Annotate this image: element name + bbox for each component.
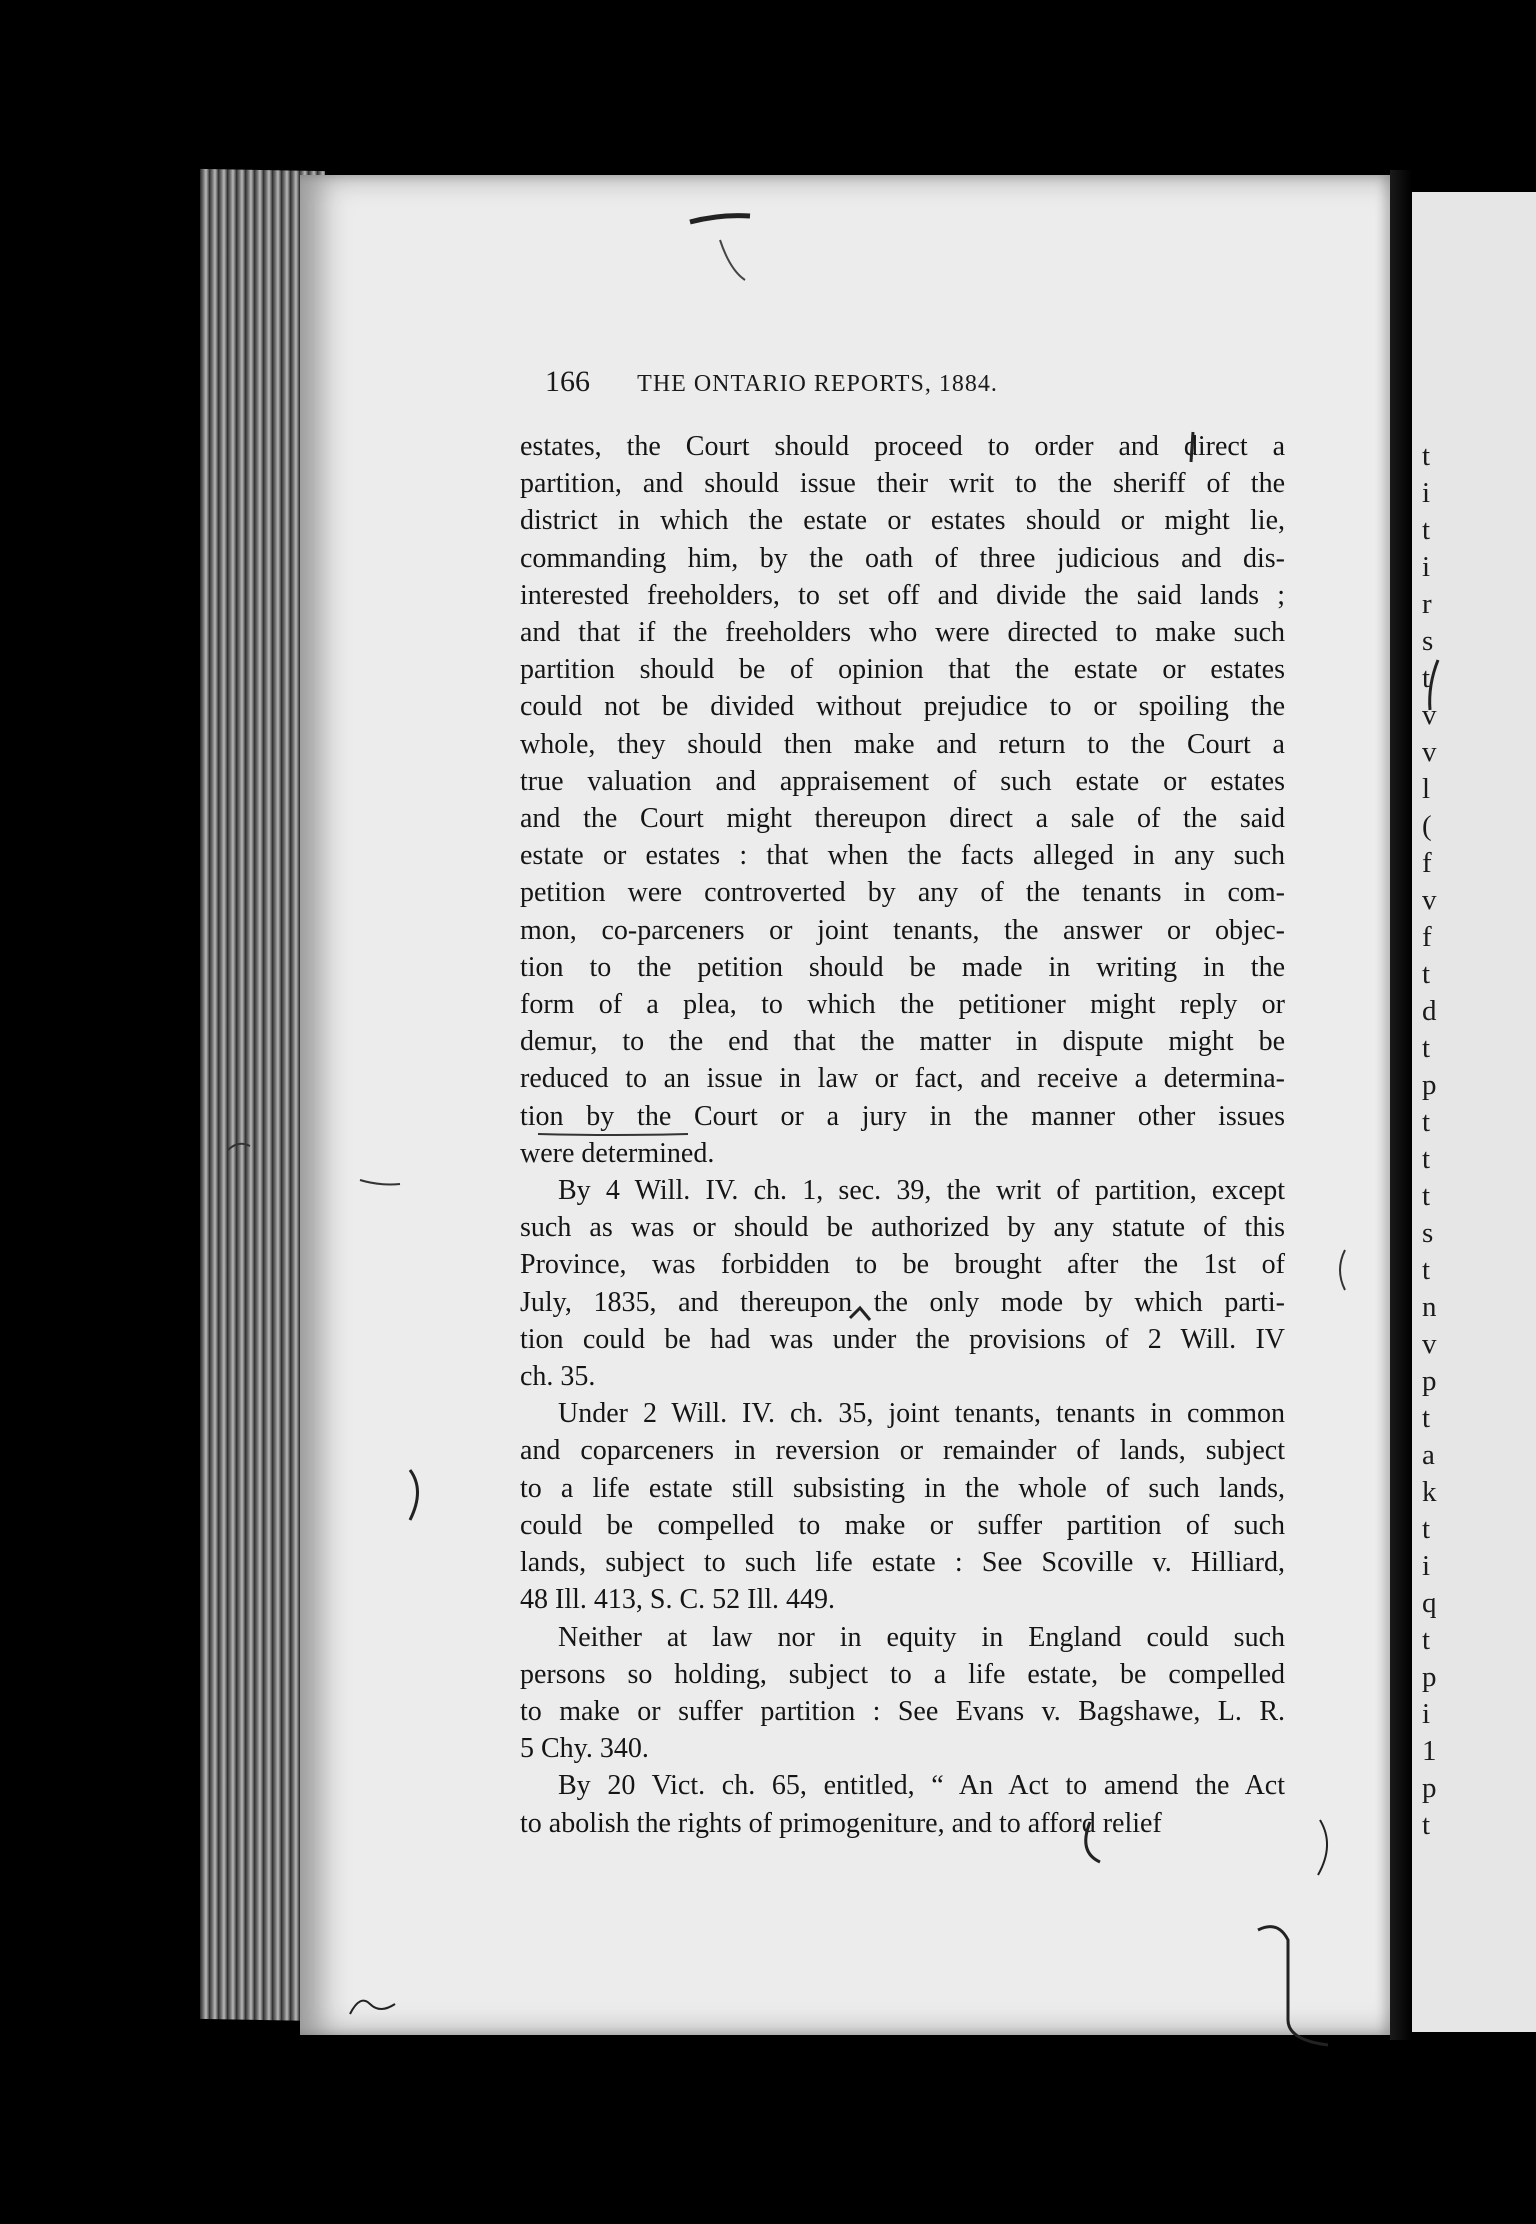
lower-paren-mark: [1318, 1820, 1327, 1875]
text-line: Under 2 Will. IV. ch. 35, joint tenants, tenants in common: [558, 1398, 1285, 1430]
facing-page-letter: n: [1422, 1291, 1437, 1323]
text-line: to a life estate still subsisting in the whole of such lands,: [520, 1472, 1285, 1504]
text-line: true valuation and appraisement of such estate or estates: [520, 765, 1285, 797]
facing-page-letter: p: [1422, 1772, 1437, 1804]
facing-page-letter: f: [1422, 847, 1432, 879]
text-line: demur, to the end that the matter in dispute might be: [520, 1026, 1285, 1058]
facing-page-letter: t: [1422, 1809, 1431, 1841]
facing-page-letter: t: [1422, 1143, 1431, 1175]
text-line: to make or suffer partition : See Evans v. Bagshawe, L. R.: [520, 1695, 1285, 1727]
facing-page-letter: f: [1422, 921, 1432, 953]
corner-bracket-mark: [1258, 1927, 1328, 2045]
caret-mark: [850, 1308, 870, 1320]
left-margin-scribble: [228, 1144, 250, 1150]
text-line: tion to the petition should be made in writing in the: [520, 951, 1285, 983]
text-line: ch. 35.: [520, 1361, 596, 1393]
text-line: district in which the estate or estates should or might lie,: [520, 505, 1285, 537]
facing-page-letter: p: [1422, 1069, 1437, 1101]
underline-mark: [538, 1134, 688, 1135]
facing-page-letter: v: [1422, 736, 1437, 768]
facing-page-letter: i: [1422, 1550, 1431, 1582]
facing-page-letter: d: [1422, 995, 1437, 1027]
facing-page-letter: v: [1422, 884, 1437, 916]
pencil-tick-mark: [1191, 432, 1193, 462]
bottom-scribble-mark: [350, 2001, 395, 2014]
text-line: 48 Ill. 413, S. C. 52 Ill. 449.: [520, 1584, 836, 1616]
text-line: Neither at law nor in equity in England could such: [558, 1621, 1285, 1653]
text-line: and that if the freeholders who were directed to make such: [520, 617, 1285, 649]
facing-page-letter: t: [1422, 1624, 1431, 1656]
text-line: By 4 Will. IV. ch. 1, sec. 39, the writ of partition, except: [558, 1175, 1285, 1207]
text-line: could not be divided without prejudice to or spoiling the: [520, 691, 1285, 723]
facing-page-letter: t: [1422, 514, 1431, 546]
text-line: whole, they should then make and return to the Court a: [520, 728, 1285, 760]
pencil-dash-mark: [690, 216, 750, 222]
text-line: 5 Chy. 340.: [520, 1733, 649, 1765]
facing-page-letter: p: [1422, 1661, 1437, 1693]
facing-page-letter: v: [1422, 1328, 1437, 1360]
facing-page-letter: k: [1422, 1476, 1437, 1508]
facing-page-letter: l: [1422, 773, 1431, 805]
facing-page-letter: a: [1422, 1439, 1435, 1471]
facing-page-letter: (: [1422, 810, 1432, 842]
facing-page-letter: i: [1422, 1698, 1431, 1730]
facing-page-letter: v: [1422, 699, 1437, 731]
facing-page-letter: t: [1422, 1254, 1431, 1286]
text-line: to abolish the rights of primogeniture, and to afford relief: [520, 1807, 1162, 1839]
facing-page-letter: t: [1422, 440, 1431, 472]
facing-page-letter: s: [1422, 1217, 1434, 1249]
facing-page-letter: i: [1422, 477, 1431, 509]
facing-page-letter: t: [1422, 958, 1431, 990]
text-line: reduced to an issue in law or fact, and receive a determina-: [520, 1063, 1285, 1095]
text-line: estate or estates : that when the facts alleged in any such: [520, 840, 1285, 872]
text-line: estates, the Court should proceed to order and direct a: [520, 431, 1285, 462]
bracket-mark: [1340, 1250, 1345, 1290]
running-title: THE ONTARIO REPORTS, 1884.: [637, 371, 998, 397]
facing-page-bracket: [1430, 660, 1438, 710]
text-line: tion could be had was under the provisions of 2 Will. IV: [520, 1323, 1285, 1355]
text-line: and the Court might thereupon direct a sale of the said: [520, 803, 1285, 835]
text-line: tion by the Court or a jury in the manner other issues: [520, 1100, 1285, 1132]
facing-page-letter: p: [1422, 1365, 1437, 1397]
text-line: persons so holding, subject to a life estate, be compelled: [520, 1658, 1285, 1690]
text-line: partition, and should issue their writ to the sheriff of the: [520, 468, 1285, 500]
facing-page-letter: t: [1422, 662, 1431, 694]
facing-page-letter: t: [1422, 1032, 1431, 1064]
text-line: By 20 Vict. ch. 65, entitled, “ An Act to amend the Act: [558, 1770, 1285, 1802]
facing-page-letter: r: [1422, 588, 1432, 620]
page-number: 166: [545, 365, 590, 398]
text-line: were determined.: [520, 1137, 715, 1169]
text-line: could be compelled to make or suffer partition of such: [520, 1509, 1285, 1541]
text-line: commanding him, by the oath of three judicious and dis-: [520, 542, 1285, 574]
left-margin-stroke: [410, 1470, 418, 1520]
text-line: Province, was forbidden to be brought after the 1st of: [520, 1249, 1285, 1281]
facing-page-letter: i: [1422, 551, 1431, 583]
text-line: lands, subject to such life estate : See Scoville v. Hilliard,: [520, 1547, 1285, 1579]
text-line: form of a plea, to which the petitioner might reply or: [520, 989, 1285, 1021]
text-line: July, 1835, and thereupon the only mode by which parti-: [520, 1286, 1285, 1318]
text-line: mon, co-parceners or joint tenants, the answer or objec-: [520, 914, 1285, 946]
facing-page-letter: s: [1422, 625, 1434, 657]
text-line: interested freeholders, to set off and divide the said lands ;: [520, 579, 1285, 611]
margin-dash-mark: [360, 1180, 400, 1185]
text-line: partition should be of opinion that the estate or estates: [520, 654, 1285, 686]
facing-page-letter: t: [1422, 1180, 1431, 1212]
lower-bracket-mark: [1086, 1822, 1100, 1862]
facing-page-letter: t: [1422, 1106, 1431, 1138]
facing-page-letter: q: [1422, 1587, 1437, 1619]
facing-page-letter: t: [1422, 1402, 1431, 1434]
text-line: such as was or should be authorized by any statute of this: [520, 1212, 1285, 1244]
text-line: and coparceners in reversion or remainder of lands, subject: [520, 1435, 1285, 1467]
facing-page-letter: t: [1422, 1513, 1431, 1545]
pencil-stroke-mark: [720, 240, 745, 280]
text-line: petition were controverted by any of the tenants in com-: [520, 877, 1285, 909]
facing-page-letter: 1: [1422, 1735, 1437, 1767]
